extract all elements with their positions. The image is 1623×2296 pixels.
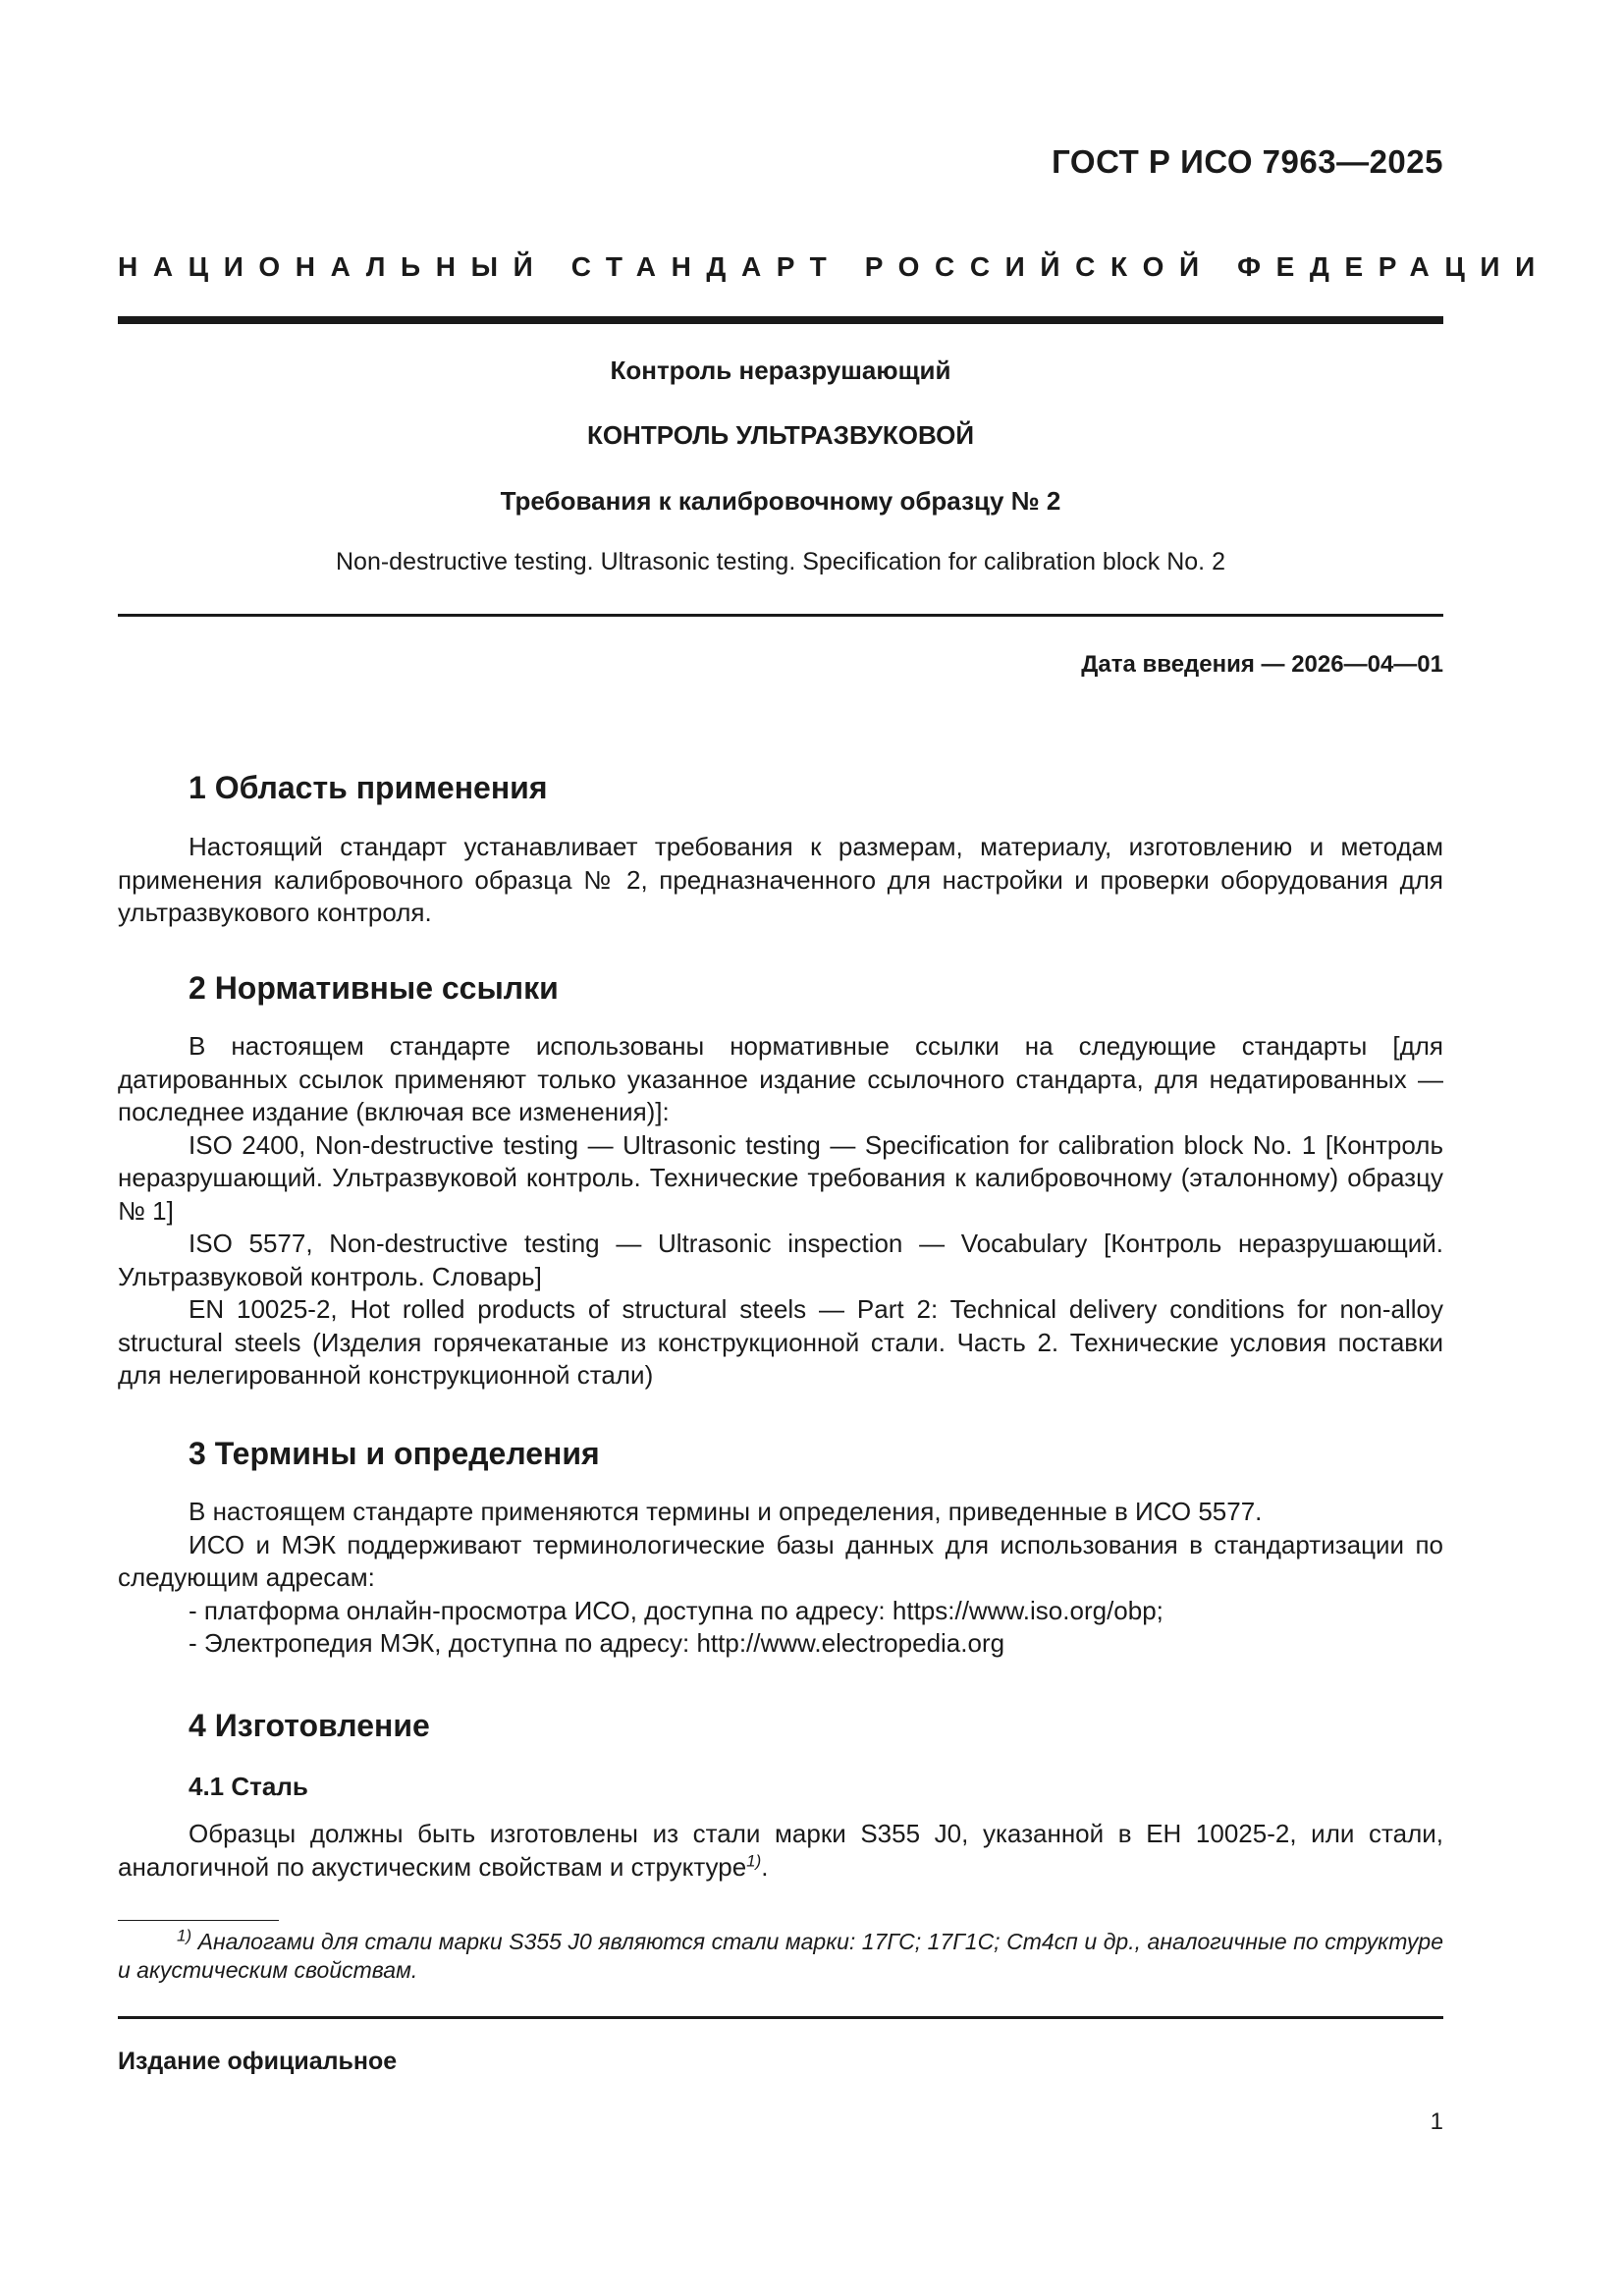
- footnote-text: Аналогами для стали марки S355 J0 являются стали марки: 17ГС; 17Г1С; Ст4сп и др., аналогичные по структуре и акустическим свойствам.: [118, 1929, 1443, 1983]
- page-number: 1: [1430, 2108, 1443, 2135]
- footnote-paragraph: [118, 1928, 1443, 1985]
- reference-iso-5577: ISO 5577, Non-destructive testing — Ultrasonic inspection — Vocabulary [Контроль неразрушающий. Ультразвуковой контроль. Словарь]: [118, 1229, 1443, 1291]
- reference-iso-2400: ISO 2400, Non-destructive testing — Ultrasonic testing — Specification for calibration block No. 1 [Контроль неразрушающий. Ультразвуковой контроль. Технические требования к калибровочному (эталонному) образцу № 1]: [118, 1129, 1443, 1226]
- title-english: Non-destructive testing. Ultrasonic testing. Specification for calibration block No. 2: [336, 548, 1225, 575]
- reference-en-10025-2: EN 10025-2, Hot rolled products of structural steels — Part 2: Technical delivery conditions for non-alloy structural steels (Изделия горячекатаные из конструкционной стали. Часть 2. Технические условия поставки для нелегированной конструкционной стали): [118, 1294, 1443, 1390]
- title-line-3: Требования к калибровочному образцу № 2: [500, 486, 1061, 516]
- title-line-2: КОНТРОЛЬ УЛЬТРАЗВУКОВОЙ: [586, 420, 975, 450]
- section-2-paragraph: В настоящем стандарте использованы нормативные ссылки на следующие стандарты [для датированных ссылок применяют только указанное издание ссылочного стандарта, для недатированных — последнее издание (включая все изменения)]:: [118, 1031, 1443, 1126]
- section-2-body: [118, 1030, 1443, 1393]
- bullet-iso-obp: - платформа онлайн-просмотра ИСО, доступна по адресу: https://www.iso.org/obp;: [189, 1595, 1163, 1625]
- section-3-paragraph-2: ИСО и МЭК поддерживают терминологические базы данных для использования в стандартизации по следующим адресам:: [118, 1529, 1443, 1592]
- section-3-body: [118, 1496, 1443, 1661]
- footnote-reference: 1): [746, 1850, 762, 1870]
- footnote: [118, 1928, 1443, 1985]
- section-2-heading: 2 Нормативные ссылки: [189, 970, 559, 1006]
- introduction-date: Дата введения — 2026—04—01: [1081, 651, 1443, 678]
- header-thick-rule: [118, 316, 1443, 324]
- footnote-separator: [118, 1920, 279, 1921]
- subsection-4-1-heading: 4.1 Сталь: [189, 1772, 308, 1801]
- section-3-paragraph-1: В настоящем стандарте применяются термины и определения, приведенные в ИСО 5577.: [189, 1497, 1263, 1526]
- footnote-mark: 1): [177, 1926, 192, 1945]
- bullet-electropedia: - Электропедия МЭК, доступна по адресу: http://www.electropedia.org: [189, 1628, 1005, 1658]
- gost-number: ГОСТ Р ИСО 7963—2025: [1052, 143, 1443, 180]
- section-4-1-paragraph: [118, 1818, 1443, 1884]
- official-edition-label: Издание официальное: [118, 2048, 398, 2075]
- footer-divider: [118, 2016, 1443, 2019]
- paragraph-end: .: [761, 1851, 769, 1882]
- steel-requirement-text: Образцы должны быть изготовлены из стали марки S355 J0, указанной в ЕН 10025-2, или стали, аналогичной по акустическим свойствам и структуре: [118, 1819, 1443, 1882]
- section-4-1-body: [118, 1818, 1443, 1884]
- section-3-heading: 3 Термины и определения: [189, 1436, 600, 1471]
- section-4-heading: 4 Изготовление: [189, 1708, 430, 1743]
- section-1-body: [118, 831, 1443, 930]
- national-standard-banner: НАЦИОНАЛЬНЫЙ СТАНДАРТ РОССИЙСКОЙ ФЕДЕРАЦИИ: [118, 251, 1550, 282]
- section-1-paragraph: Настоящий стандарт устанавливает требования к размерам, материалу, изготовлению и методам применения калибровочного образца № 2, предназначенного для настройки и проверки оборудования для ультразвукового контроля.: [118, 832, 1443, 927]
- document-page: [118, 0, 1550, 2296]
- title-divider: [118, 614, 1443, 617]
- title-line-1: Контроль неразрушающий: [610, 355, 951, 385]
- section-1-heading: 1 Область применения: [189, 770, 548, 805]
